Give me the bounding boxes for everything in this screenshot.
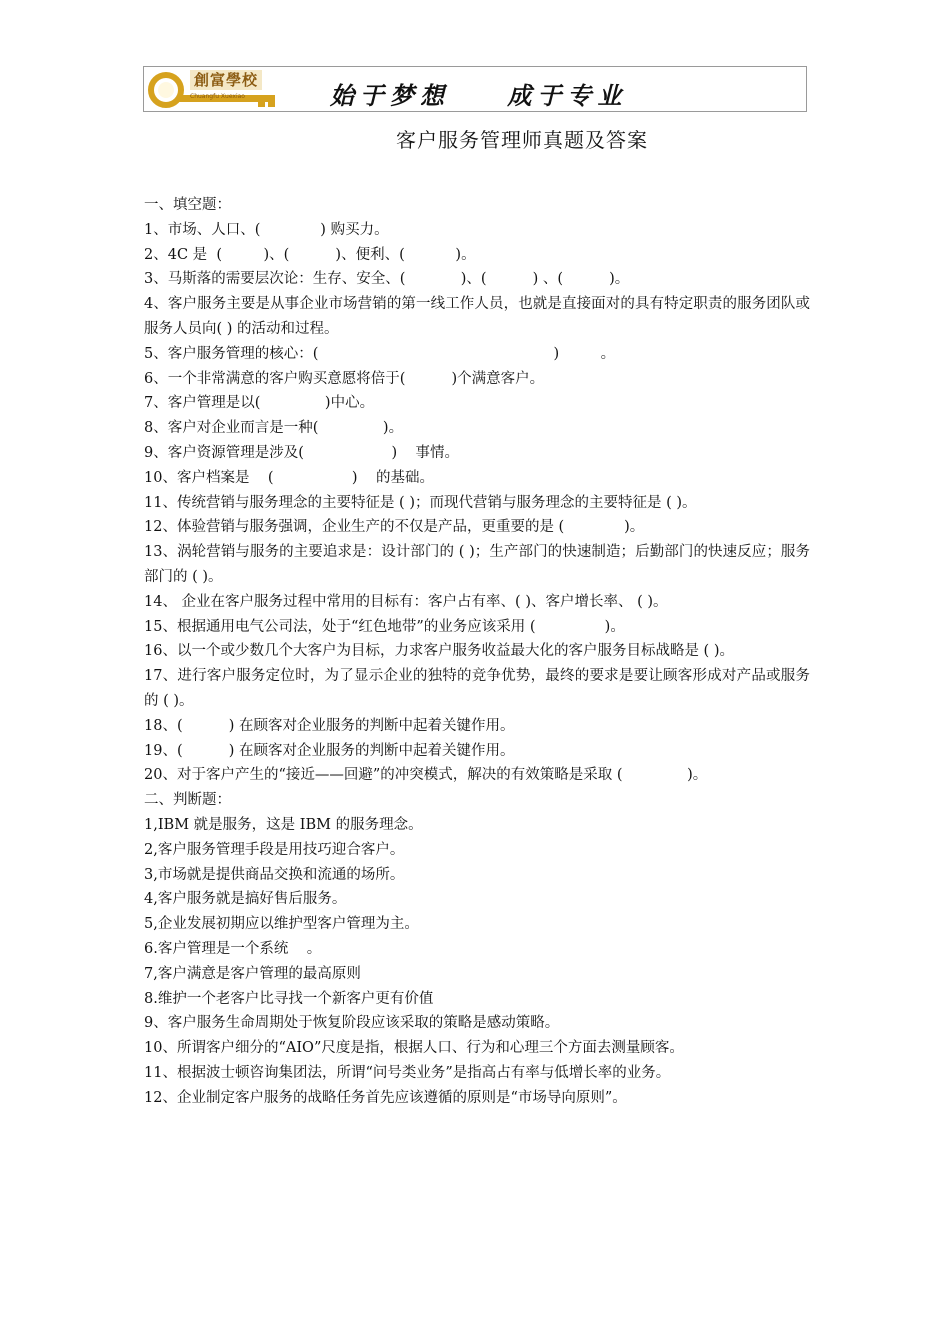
statement-line: 3,市场就是提供商品交换和流通的场所。 — [144, 866, 405, 883]
statement-line: 8.维护一个老客户比寻找一个新客户更有价值 — [144, 990, 434, 1007]
logo-subtitle: Chuangfu Xuexiao — [190, 93, 245, 100]
question-line: 4、客户服务主要是从事企业市场营销的第一线工作人员，也就是直接面对的具有特定职责的服务团队或服务人员向( ) 的活动和过程。 — [144, 296, 810, 337]
statement-line: 2,客户服务管理手段是用技巧迎合客户。 — [144, 841, 405, 858]
statement-line: 10、所谓客户细分的“AIO”尺度是指，根据人口、行为和心理三个方面去测量顾客。 — [144, 1040, 684, 1057]
question-line: 6、一个非常满意的客户购买意愿将倍于( )个满意客户。 — [144, 370, 545, 387]
question-line: 8、客户对企业而言是一种( )。 — [144, 420, 404, 437]
question-line: 11、传统营销与服务理念的主要特征是 ( )；而现代营销与服务理念的主要特征是 ( )。 — [144, 494, 697, 511]
question-line: 7、客户管理是以( )中心。 — [144, 395, 375, 412]
statement-line: 4,客户服务就是搞好售后服务。 — [144, 891, 347, 908]
statement-line: 1,IBM 就是服务，这是 IBM 的服务理念。 — [144, 816, 423, 833]
question-line: 19、( ) 在顾客对企业服务的判断中起着关键作用。 — [144, 742, 515, 759]
question-line: 10、客户档案是 ( ) 的基础。 — [144, 469, 434, 486]
question-line: 5、客户服务管理的核心：( ) 。 — [144, 345, 616, 362]
statement-line: 5,企业发展初期应以维护型客户管理为主。 — [144, 916, 419, 933]
question-line: 15、根据通用电气公司法，处于“红色地带”的业务应该采用 ( )。 — [144, 618, 625, 635]
question-line: 16、以一个或少数几个大客户为目标，力求客户服务收益最大化的客户服务目标战略是 ( )。 — [144, 643, 734, 660]
question-line: 14、 企业在客户服务过程中常用的目标有：客户占有率、( )、客户增长率、 ( )。 — [144, 593, 668, 610]
statement-line: 6.客户管理是一个系统 。 — [144, 940, 322, 957]
page-header — [143, 66, 807, 112]
question-line: 1、市场、人口、( ) 购买力。 — [144, 221, 389, 238]
statement-line: 9、客户服务生命周期处于恢复阶段应该采取的策略是感动策略。 — [144, 1015, 560, 1032]
statement-line: 11、根据波士顿咨询集团法，所谓“问号类业务”是指高占有率与低增长率的业务。 — [144, 1064, 671, 1081]
question-line: 3、马斯落的需要层次论：生存、安全、( )、( ) 、( )。 — [144, 271, 630, 288]
question-line: 12、体验营销与服务强调，企业生产的不仅是产品，更重要的是 ( )。 — [144, 519, 645, 536]
question-line: 13、涡轮营销与服务的主要追求是：设计部门的 ( )；生产部门的快速制造；后勤部门的快速反应；服务部门的 ( )。 — [144, 544, 810, 585]
statement-line: 12、企业制定客户服务的战略任务首先应该遵循的原则是“市场导向原则”。 — [144, 1089, 627, 1106]
question-line: 9、客户资源管理是涉及( ) 事情。 — [144, 444, 460, 461]
question-line: 18、( ) 在顾客对企业服务的判断中起着关键作用。 — [144, 717, 515, 734]
section-heading: 一、填空题： — [144, 197, 231, 213]
section-heading: 二、判断题： — [144, 792, 231, 809]
logo-text: 創富學校 — [190, 70, 262, 90]
document-body — [144, 193, 810, 1110]
question-line: 2、4C 是 ( )、( )、便利、( )。 — [144, 246, 476, 263]
page-title-text: 客户服务管理师真题及答案 — [396, 128, 648, 152]
page-title — [0, 124, 950, 153]
statement-line: 7,客户满意是客户管理的最高原则 — [144, 965, 361, 982]
question-line: 17、进行客户服务定位时，为了显示企业的独特的竞争优势，最终的要求是要让顾客形成对产品或服务的 ( )。 — [144, 668, 810, 709]
question-line: 20、对于客户产生的“接近——回避”的冲突模式，解决的有效策略是采取 ( )。 — [144, 767, 708, 784]
school-logo — [146, 69, 278, 109]
header-slogan: 始于梦想 成于专业 — [330, 81, 628, 110]
